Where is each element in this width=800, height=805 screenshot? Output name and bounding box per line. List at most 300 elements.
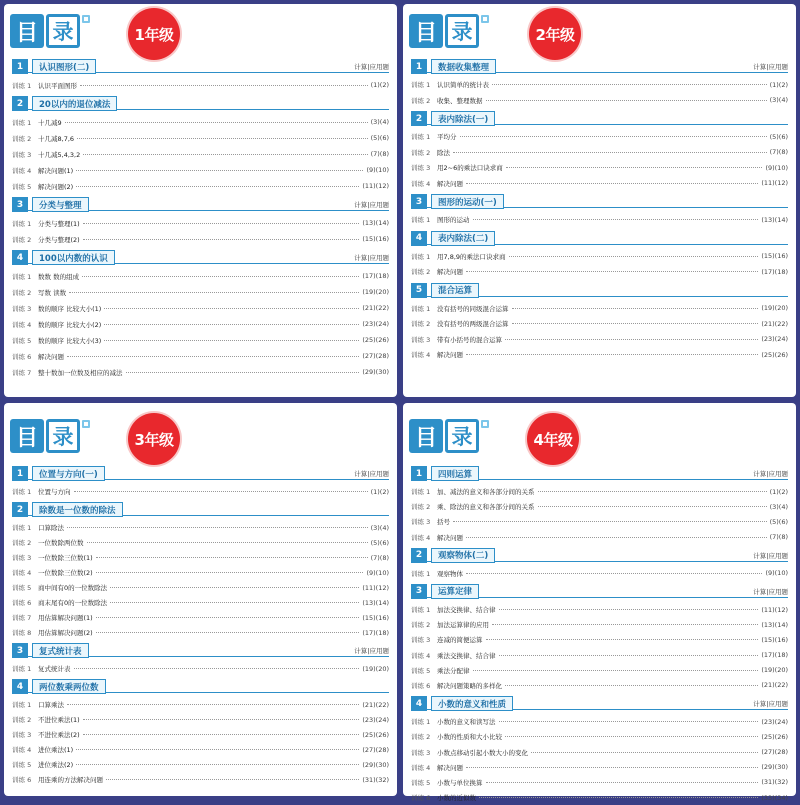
entry-pages: (21)(22)	[761, 681, 788, 690]
section-title: 观察物体(二)	[431, 548, 495, 563]
entry-label: 训练 8	[12, 629, 32, 637]
entry-pages: (7)(8)	[370, 553, 389, 562]
toc-entry	[12, 565, 389, 580]
entry-title: 数的顺序 比较大小(1)	[38, 304, 102, 313]
entry-pages: (7)(8)	[769, 533, 788, 542]
entry-leader-dots	[506, 167, 763, 168]
toc-logo	[409, 14, 489, 48]
entry-title: 商末尾有0的一位数除法	[38, 599, 108, 607]
entry-title: 小数点移动引起小数大小的变化	[437, 748, 528, 757]
section-header	[12, 197, 389, 213]
toc-logo	[409, 419, 489, 453]
entry-leader-dots	[106, 779, 359, 780]
entry-pages: (17)(18)	[761, 267, 788, 276]
entry-pages: (9)(10)	[765, 163, 788, 172]
entry-title: 加法运算律的应用	[437, 621, 489, 630]
entry-pages: (27)(28)	[761, 748, 788, 757]
entry-leader-dots	[96, 557, 368, 558]
entry-title: 用估算解决问题(1)	[38, 614, 93, 622]
toc-entry	[12, 77, 389, 93]
entry-title: 解决问题(2)	[38, 182, 74, 191]
entry-leader-dots	[83, 239, 360, 240]
grade-badge: 4年级	[527, 413, 579, 465]
entry-leader-dots	[509, 256, 759, 257]
entry-pages: (3)(4)	[370, 118, 389, 126]
toc-entry	[12, 332, 389, 348]
logo-char-lu: 录	[445, 14, 479, 48]
entry-leader-dots	[460, 136, 767, 137]
section-title: 运算定律	[431, 584, 479, 599]
section-tag: 计算|应用题	[354, 201, 389, 209]
entry-pages: (21)(22)	[761, 319, 788, 328]
entry-pages: (9)(10)	[366, 568, 389, 577]
entry-title: 乘法分配律	[437, 666, 470, 675]
entry-leader-dots	[512, 323, 759, 324]
toc-entry	[411, 77, 788, 93]
entry-title: 解决问题	[437, 533, 463, 542]
entry-label: 训练 2	[411, 320, 431, 329]
entry-label: 训练 1	[12, 701, 32, 709]
toc-list	[4, 59, 397, 380]
entry-title: 加法交换律、结合律	[437, 606, 496, 615]
section-number: 4	[12, 250, 28, 265]
toc-entry	[12, 348, 389, 364]
entry-pages: (23)(24)	[761, 335, 788, 344]
entry-leader-dots	[76, 749, 359, 750]
entry-label: 训练 1	[12, 81, 32, 90]
entry-leader-dots	[505, 339, 758, 340]
toc-entry	[12, 661, 389, 676]
entry-pages: (25)(26)	[761, 732, 788, 741]
entry-leader-dots	[67, 356, 359, 357]
entry-pages: (13)(14)	[362, 219, 389, 227]
entry-leader-dots	[104, 340, 359, 341]
toc-list	[403, 466, 796, 805]
toc-entry	[411, 264, 788, 280]
entry-pages: (15)(16)	[761, 635, 788, 644]
entry-label: 训练 1	[411, 252, 431, 261]
toc-entry	[411, 566, 788, 581]
toc-entry	[411, 602, 788, 617]
entry-pages: (23)(24)	[362, 320, 389, 328]
section-title: 图形的运动(一)	[431, 194, 504, 209]
entry-pages: (7)(8)	[769, 148, 788, 157]
entry-pages: (13)(14)	[761, 620, 788, 629]
card-header	[403, 403, 796, 463]
logo-char-lu: 录	[445, 419, 479, 453]
entry-pages: (19)(20)	[362, 288, 389, 296]
entry-label: 训练 4	[411, 179, 431, 188]
logo-char-mu: 目	[409, 14, 443, 48]
toc-logo	[10, 419, 90, 453]
toc-entry	[12, 300, 389, 316]
section-number: 3	[411, 584, 427, 599]
entry-leader-dots	[492, 624, 758, 625]
entry-pages: (25)(26)	[761, 350, 788, 359]
entry-pages: (23)(24)	[362, 715, 389, 724]
entry-leader-dots	[499, 609, 759, 610]
section-header	[411, 111, 788, 127]
entry-title: 口算乘法	[38, 701, 64, 709]
entry-pages: (3)(4)	[370, 523, 389, 532]
section-header	[12, 643, 389, 659]
entry-leader-dots	[466, 354, 758, 355]
entry-title: 商中间有0的一位数除法	[38, 584, 108, 592]
entry-label: 训练 1	[12, 272, 32, 281]
entry-label: 训练 3	[411, 335, 431, 344]
toc-entry	[411, 249, 788, 265]
entry-title: 十几减9	[38, 118, 62, 127]
section-title: 表内除法(一)	[431, 111, 495, 126]
entry-title: 解决问题	[437, 351, 463, 360]
section-header	[411, 283, 788, 299]
toc-entry	[411, 129, 788, 145]
section-tag: 计算|应用题	[753, 551, 788, 560]
entry-label: 训练 6	[12, 352, 32, 361]
section-title: 分类与整理	[32, 197, 89, 212]
entry-leader-dots	[80, 85, 368, 86]
entry-label: 训练 1	[411, 133, 431, 142]
toc-list	[4, 466, 397, 787]
logo-char-mu: 目	[10, 14, 44, 48]
entry-leader-dots	[76, 764, 359, 765]
entry-label: 训练 3	[12, 304, 32, 313]
entry-title: 认识平面图形	[38, 81, 77, 90]
entry-label: 训练 3	[411, 748, 431, 757]
entry-leader-dots	[77, 138, 368, 139]
toc-entry	[12, 284, 389, 300]
entry-label: 训练 3	[12, 554, 32, 562]
entry-title: 没有括号的同级混合运算	[437, 304, 509, 313]
entry-title: 十几减5,4,3,2	[38, 150, 81, 159]
toc-entry	[12, 535, 389, 550]
entry-label: 训练 4	[12, 166, 32, 175]
entry-title: 用7,8,9的乘法口诀求商	[437, 252, 506, 261]
entry-leader-dots	[473, 219, 759, 220]
section-title: 混合运算	[431, 283, 479, 298]
toc-entry	[411, 332, 788, 348]
entry-label: 训练 6	[12, 599, 32, 607]
entry-title: 解决问题	[437, 179, 463, 188]
toc-entry	[12, 268, 389, 284]
logo-char-lu: 录	[46, 419, 80, 453]
toc-entry	[12, 625, 389, 640]
entry-leader-dots	[499, 721, 759, 722]
card-header	[4, 4, 397, 56]
toc-entry	[12, 146, 389, 162]
entry-leader-dots	[453, 521, 767, 522]
toc-entry	[12, 697, 389, 712]
entry-leader-dots	[473, 670, 759, 671]
section-tag: 计算|应用题	[354, 63, 389, 71]
logo-char-mu: 目	[10, 419, 44, 453]
toc-entry	[12, 162, 389, 178]
section-number: 1	[411, 466, 427, 481]
entry-pages: (15)(16)	[362, 613, 389, 622]
entry-leader-dots	[486, 100, 767, 101]
entry-title: 加、减法的意义和各部分间的关系	[437, 488, 535, 497]
toc-card	[403, 403, 796, 803]
section-title: 认识图形(二)	[32, 59, 96, 74]
entry-title: 十几减8,7,6	[38, 134, 75, 143]
entry-leader-dots	[479, 797, 758, 798]
entry-leader-dots	[74, 668, 360, 669]
entry-pages: (27)(28)	[362, 352, 389, 360]
toc-entry	[411, 484, 788, 499]
entry-label: 训练 1	[12, 118, 32, 127]
toc-entry	[411, 499, 788, 514]
entry-pages: (1)(2)	[769, 80, 788, 89]
entry-leader-dots	[486, 782, 759, 783]
entry-leader-dots	[466, 271, 758, 272]
entry-label: 训练 2	[12, 716, 32, 724]
section-tag: 计算|应用题	[354, 254, 389, 262]
section-number: 4	[411, 696, 427, 711]
entry-leader-dots	[96, 572, 364, 573]
entry-label: 训练 2	[12, 134, 32, 143]
entry-label: 训练 4	[12, 320, 32, 329]
toc-entry	[12, 114, 389, 130]
entry-title: 除法	[437, 148, 450, 157]
entry-title: 小数的近似数	[437, 794, 476, 803]
section-tag: 计算|应用题	[753, 63, 788, 71]
logo-square-icon	[82, 420, 90, 428]
toc-entry	[12, 316, 389, 332]
entry-label: 训练 1	[411, 718, 431, 727]
section-header	[12, 502, 389, 518]
toc-list	[403, 59, 796, 363]
section-tag: 计算|应用题	[354, 647, 389, 655]
entry-title: 进位乘法(2)	[38, 761, 74, 769]
toc-entry	[12, 364, 389, 380]
entry-pages: (17)(18)	[761, 651, 788, 660]
section-number: 1	[12, 59, 28, 74]
entry-title: 乘法交换律、结合律	[437, 651, 496, 660]
entry-label: 训练 5	[12, 761, 32, 769]
entry-label: 训练 4	[411, 351, 431, 360]
entry-label: 训练 1	[411, 216, 431, 225]
entry-label: 训练 1	[411, 569, 431, 578]
section-number: 3	[12, 197, 28, 212]
toc-card	[403, 4, 796, 397]
entry-pages: (5)(6)	[769, 132, 788, 141]
entry-pages: (7)(8)	[370, 150, 389, 158]
toc-entry	[411, 212, 788, 228]
entry-pages: (23)(24)	[761, 717, 788, 726]
entry-label: 训练 2	[411, 503, 431, 512]
entry-label: 训练 2	[12, 235, 32, 244]
entry-label: 训练 5	[411, 778, 431, 787]
entry-pages: (5)(6)	[769, 517, 788, 526]
entry-label: 训练 3	[12, 150, 32, 159]
toc-entry	[411, 316, 788, 332]
grade-badge: 2年级	[529, 8, 581, 60]
entry-title: 一位数除三位数(2)	[38, 569, 93, 577]
entry-title: 观察物体	[437, 569, 463, 578]
entry-leader-dots	[466, 183, 758, 184]
entry-title: 数数 数的组成	[38, 272, 80, 281]
entry-leader-dots	[505, 685, 758, 686]
section-number: 4	[411, 231, 427, 246]
section-header	[411, 231, 788, 247]
entry-title: 口算除法	[38, 524, 64, 532]
entry-label: 训练 6	[411, 794, 431, 803]
entry-title: 复式统计表	[38, 665, 71, 673]
logo-square-icon	[82, 15, 90, 23]
entry-title: 解决问题	[38, 352, 64, 361]
toc-card	[4, 403, 397, 796]
entry-label: 训练 1	[411, 81, 431, 90]
entry-title: 数的顺序 比较大小(2)	[38, 320, 102, 329]
entry-leader-dots	[110, 587, 359, 588]
logo-char-mu: 目	[409, 419, 443, 453]
entry-leader-dots	[104, 324, 359, 325]
section-number: 5	[411, 283, 427, 298]
entry-pages: (25)(26)	[362, 336, 389, 344]
toc-entry	[411, 160, 788, 176]
toc-entry	[12, 757, 389, 772]
entry-title: 写数 读数	[38, 288, 67, 297]
logo-square-icon	[481, 420, 489, 428]
entry-title: 分类与整理(2)	[38, 235, 80, 244]
entry-label: 训练 6	[411, 681, 431, 690]
entry-label: 训练 4	[12, 746, 32, 754]
entry-leader-dots	[104, 308, 359, 309]
grade-badge: 3年级	[128, 413, 180, 465]
entry-pages: (13)(14)	[761, 215, 788, 224]
entry-title: 括号	[437, 518, 450, 527]
toc-entry	[12, 130, 389, 146]
entry-title: 解决问题	[437, 268, 463, 277]
entry-title: 小数的性质和大小比较	[437, 733, 502, 742]
entry-label: 训练 5	[12, 182, 32, 191]
card-header	[4, 403, 397, 463]
toc-entry	[411, 176, 788, 192]
entry-pages: (19)(20)	[362, 664, 389, 673]
entry-title: 解决问题策略的多样化	[437, 681, 502, 690]
entry-label: 训练 4	[12, 569, 32, 577]
toc-entry	[411, 678, 788, 693]
entry-leader-dots	[96, 632, 360, 633]
section-number: 2	[411, 548, 427, 563]
toc-entry	[12, 231, 389, 247]
entry-pages: (1)(2)	[370, 81, 389, 89]
entry-leader-dots	[538, 491, 767, 492]
section-title: 20以内的退位减法	[32, 96, 117, 111]
entry-leader-dots	[499, 655, 759, 656]
entry-pages: (5)(6)	[370, 134, 389, 142]
entry-pages: (31)(32)	[362, 775, 389, 784]
entry-leader-dots	[69, 292, 359, 293]
toc-entry	[411, 301, 788, 317]
section-tag: 计算|应用题	[753, 470, 788, 478]
entry-leader-dots	[67, 704, 359, 705]
entry-title: 进位乘法(1)	[38, 746, 74, 754]
entry-title: 解决问题(1)	[38, 166, 74, 175]
entry-leader-dots	[65, 122, 368, 123]
section-title: 两位数乘两位数	[32, 679, 106, 694]
entry-leader-dots	[76, 186, 359, 187]
entry-pages: (29)(30)	[362, 368, 389, 376]
entry-label: 训练 1	[411, 488, 431, 497]
entry-title: 没有括号的两级混合运算	[437, 320, 509, 329]
entry-leader-dots	[512, 308, 759, 309]
toc-entry	[12, 772, 389, 787]
entry-leader-dots	[96, 617, 360, 618]
entry-label: 训练 3	[411, 164, 431, 173]
entry-leader-dots	[538, 506, 767, 507]
section-number: 4	[12, 679, 28, 694]
entry-pages: (15)(16)	[362, 235, 389, 243]
entry-leader-dots	[82, 276, 359, 277]
toc-entry	[12, 215, 389, 231]
toc-entry	[411, 347, 788, 363]
entry-leader-dots	[83, 223, 360, 224]
entry-leader-dots	[466, 573, 762, 574]
entry-leader-dots	[466, 537, 767, 538]
entry-label: 训练 2	[411, 621, 431, 630]
entry-pages: (13)(14)	[362, 598, 389, 607]
entry-title: 连减的简便运算	[437, 636, 483, 645]
toc-entry	[411, 93, 788, 109]
entry-pages: (3)(4)	[769, 96, 788, 105]
toc-entry	[411, 775, 788, 790]
section-header	[12, 466, 389, 482]
section-header	[411, 696, 788, 712]
entry-label: 训练 2	[12, 288, 32, 297]
entry-pages: (11)(12)	[362, 583, 389, 592]
toc-logo	[10, 14, 90, 48]
section-title: 100以内数的认识	[32, 250, 115, 265]
toc-entry	[12, 484, 389, 499]
entry-label: 训练 4	[411, 533, 431, 542]
entry-label: 训练 3	[411, 636, 431, 645]
section-number: 3	[12, 643, 28, 658]
entry-pages: (11)(12)	[761, 605, 788, 614]
logo-char-lu: 录	[46, 14, 80, 48]
toc-entry	[12, 595, 389, 610]
toc-entry	[411, 729, 788, 744]
section-header	[411, 466, 788, 482]
entry-title: 收集、整理数据	[437, 96, 483, 105]
toc-entry	[12, 610, 389, 625]
toc-entry	[411, 530, 788, 545]
section-title: 表内除法(二)	[431, 231, 495, 246]
entry-pages: (1)(2)	[769, 487, 788, 496]
entry-label: 训练 2	[12, 539, 32, 547]
entry-label: 训练 7	[12, 368, 32, 377]
grade-badge: 1年级	[128, 8, 180, 60]
toc-entry	[411, 663, 788, 678]
entry-pages: (29)(30)	[761, 763, 788, 772]
entry-pages: (17)(18)	[362, 272, 389, 280]
entry-leader-dots	[453, 152, 767, 153]
entry-label: 训练 2	[411, 96, 431, 105]
entry-title: 乘、除法的意义和各部分间的关系	[437, 503, 535, 512]
section-title: 小数的意义和性质	[431, 696, 513, 711]
entry-leader-dots	[126, 372, 360, 373]
entry-label: 训练 2	[411, 733, 431, 742]
section-header	[411, 59, 788, 75]
entry-title: 不进位乘法(1)	[38, 716, 80, 724]
entry-title: 平均分	[437, 133, 457, 142]
entry-pages: (19)(20)	[761, 666, 788, 675]
toc-entry	[411, 790, 788, 805]
entry-pages: (25)(26)	[362, 730, 389, 739]
entry-title: 一位数除两位数	[38, 539, 84, 547]
entry-label: 训练 5	[411, 666, 431, 675]
section-header	[12, 96, 389, 112]
